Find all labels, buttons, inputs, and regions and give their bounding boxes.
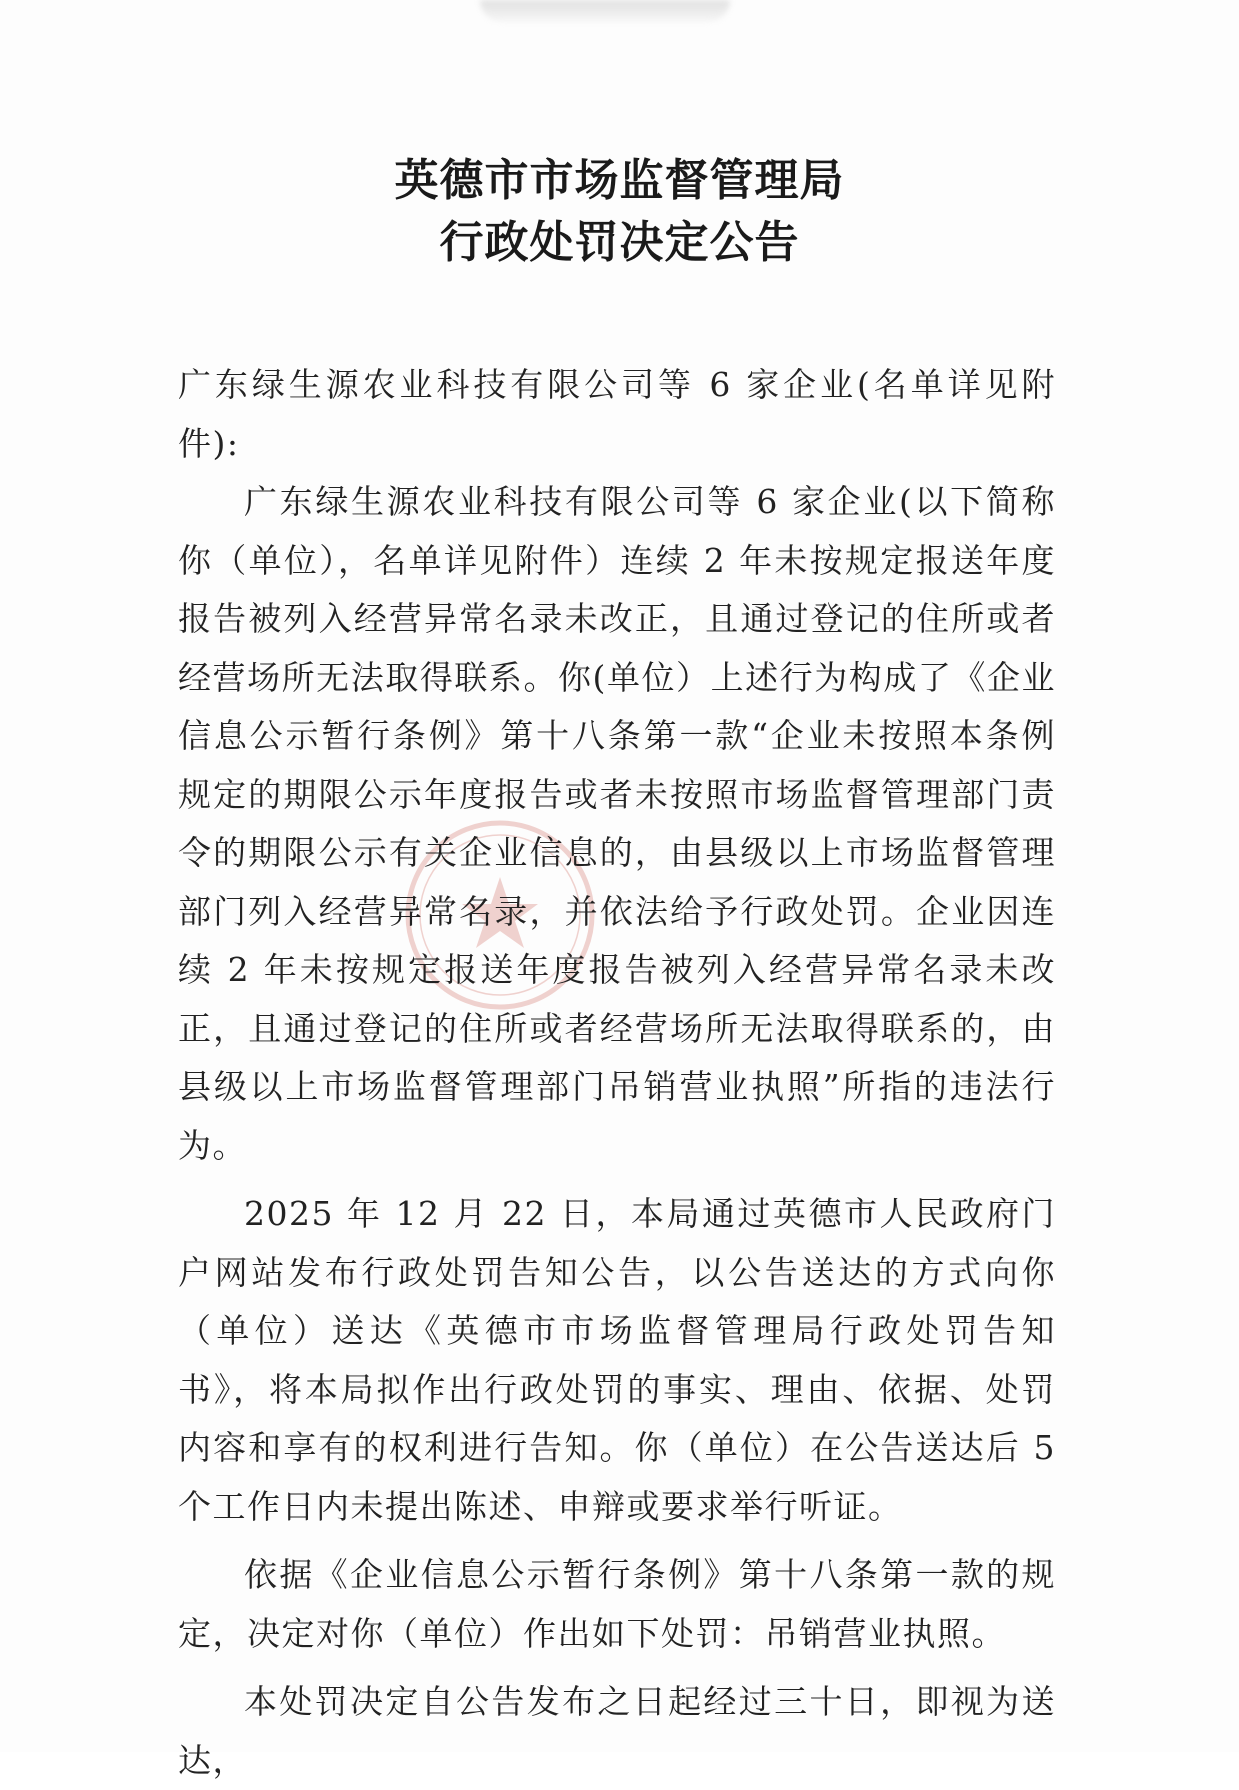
paragraph-decision: 依据《企业信息公示暂行条例》第十八条第一款的规定，决定对你（单位）作出如下处罚：吊销营业执照。 — [178, 1555, 1056, 1653]
title-line-1: 英德市市场监督管理局 — [394, 155, 845, 206]
document-title — [0, 150, 1239, 274]
title-line-2: 行政处罚决定公告 — [439, 217, 800, 268]
scan-artifact — [480, 0, 730, 22]
paragraph-facts: 广东绿生源农业科技有限公司等 6 家企业(以下简称你（单位），名单详见附件）连续 2 年未按规定报送年度报告被列入经营异常名录未改正，且通过登记的住所或者经营场所无法取得联系。你(单位）上述行为构成了《企业信息公示暂行条例》第十八条第一款“企业未按照本条例规定的期限公示年度报告或者未按照市场监督管理部门责令的期限公示有关企业信息的，由县级以上市场监督管理部门列入经营异常名录，并依法给予行政处罚。企业因连续 2 年未按规定报送年度报告被列入经营异常名录未改正，且通过登记的住所或者经营场所无法取得联系的，由县级以上市场监督管理部门吊销营业执照”所指的违法行为。 — [178, 482, 1056, 1165]
paragraph-effective: 本处罚决定自公告发布之日起经过三十日，即视为送达， — [178, 1682, 1056, 1780]
paragraph-notice: 2025 年 12 月 22 日，本局通过英德市人民政府门户网站发布行政处罚告知公告，以公告送达的方式向你（单位）送达《英德市市场监督管理局行政处罚告知书》，将本局拟作出行政处罚的事实、理由、依据、处罚内容和享有的权利进行告知。你（单位）在公告送达后 5 个工作日内未提出陈述、申辩或要求举行听证。 — [178, 1194, 1056, 1526]
addressee: 广东绿生源农业科技有限公司等 6 家企业(名单详见附件): — [178, 365, 1056, 463]
document-body — [178, 356, 1056, 1790]
